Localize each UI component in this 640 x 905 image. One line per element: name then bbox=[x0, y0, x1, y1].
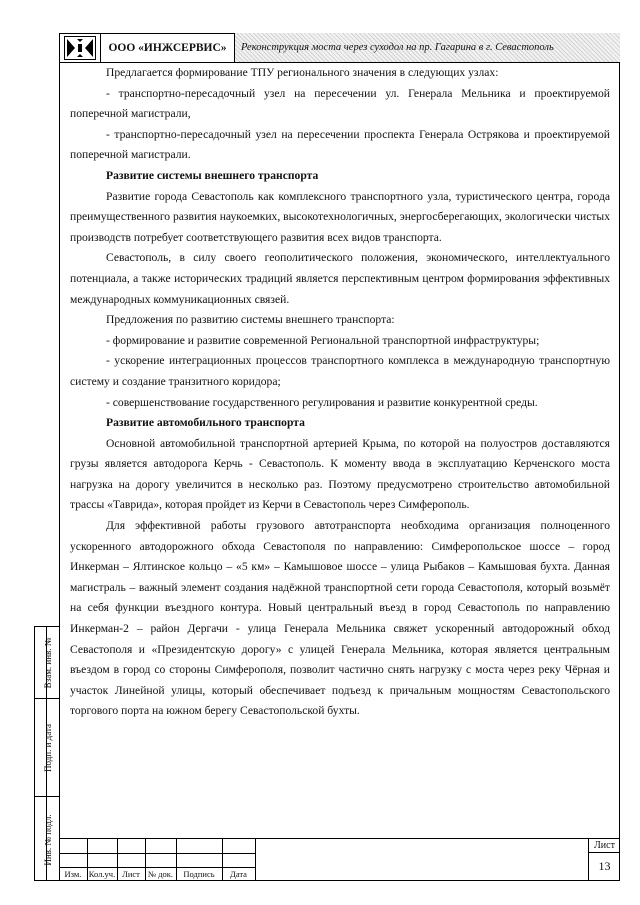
company-name: ООО «ИНЖСЕРВИС» bbox=[101, 33, 235, 62]
body-paragraph: Предлагается формирование ТПУ регионального значения в следующих узлах: bbox=[106, 66, 499, 79]
side-stamp-podp-label: Подп. и дата bbox=[42, 723, 53, 772]
title-block-col-ndok: № док. bbox=[147, 869, 174, 879]
body-paragraph: - ускорение интеграционных процессов транспортного комплекса в международную транспортную систему и создание транзитного коридора; bbox=[70, 354, 610, 388]
body-paragraph: - совершенствование государственного регулирования и развитие конкурентной среды. bbox=[106, 395, 538, 409]
side-stamp-inv bbox=[35, 797, 60, 882]
document-header bbox=[59, 33, 620, 63]
company-logo-icon bbox=[59, 33, 101, 62]
title-block-labels bbox=[59, 867, 255, 881]
title-block-col-podpis: Подпись bbox=[183, 869, 215, 879]
body-paragraph: Для эффективной работы грузового автотранспорта необходима организация полноценного ускоренного автодорожного обхода Севастополя по направлению: Симферопольское шоссе – город Инкерман – Ялтинское кольцо – «5 км» – Камышовое шоссе – улица Рыбаков – Камышовая бухта. Данная магистраль – важный элемент создания надёжной транспортной сети города Севастополя, который возьмёт на себя функции въездного контура. Новый центральный въезд в город Севастополь по направлению Инкерман-2 – район Дергачи - улица Генерала Мельника свяжет ускоренный автодорожный обход Севастополя и «Президентскую дорогу» с улицей Генерала Мельника, которая является центральным въездом в город со стороны Симферополя, позволит частично снять нагрузку с моста через реку Чёрная и участок Линейной улицы, который обеспечивает подъезд к причальным мощностям Севастопольского торгового порта на южном берегу Севастопольской бухты. bbox=[70, 519, 610, 718]
project-title: Реконструкция моста через суходол на пр. Гагарина в г. Севастополь bbox=[235, 33, 620, 62]
section-heading: Развитие автомобильного транспорта bbox=[106, 416, 305, 430]
body-paragraph: Предложения по развитию системы внешнего транспорта: bbox=[106, 313, 395, 327]
body-paragraph: - формирование и развитие современной Региональной транспортной инфраструктуры; bbox=[106, 333, 540, 347]
title-block-col-list: Лист bbox=[122, 869, 140, 879]
sheet-number-box bbox=[588, 839, 620, 881]
title-block-row-line bbox=[59, 853, 255, 854]
title-block-col-data: Дата bbox=[230, 869, 247, 879]
section-heading: Развитие системы внешнего транспорта bbox=[106, 168, 319, 182]
body-paragraph: - транспортно-пересадочный узел на пересечении ул. Генерала Мельника и проектируемой поперечной магистрали, bbox=[70, 86, 610, 121]
side-stamp-inv-label: Инв. № подл. bbox=[42, 813, 53, 866]
title-block-col-koluch: Кол.уч. bbox=[88, 869, 116, 879]
side-stamp bbox=[34, 626, 59, 881]
body-paragraph: - транспортно-пересадочный узел на пересечении проспекта Генерала Острякова и проектируемой поперечной магистрали. bbox=[70, 127, 610, 162]
sheet-number: 13 bbox=[598, 859, 611, 873]
body-paragraph: Основной автомобильной транспортной артерией Крыма, по которой на полуостров доставляются грузы является автодорога Керчь - Севастополь. К моменту ввода в эксплуатацию Керченского моста нагрузка на дорогу увеличится в несколько раз. Поэтому предусмотрено строительство автомобильной трассы «Таврида», которая пройдет из Керчи в Севастополь через Симферополь. bbox=[70, 436, 610, 512]
body-paragraph: Развитие города Севастополь как комплексного транспортного узла, туристического центра, города преимущественного развития наукоемких, высокотехнологичных, энергосберегающих, экологически чистых производств потребует соответствующего развития всех видов транспорта. bbox=[70, 189, 610, 244]
side-stamp-podp bbox=[35, 699, 60, 797]
title-block-divider bbox=[255, 839, 256, 881]
sheet-label: Лист bbox=[589, 839, 620, 853]
side-stamp-vzam bbox=[35, 627, 60, 699]
document-body bbox=[70, 63, 610, 722]
title-block-col-izm: Изм. bbox=[64, 869, 82, 879]
body-paragraph: Севастополь, в силу своего геополитического положения, экономического, интеллектуального потенциала, а также исторических традиций является перспективным центром формирования эффективных международных коммуникационных связей. bbox=[70, 251, 610, 306]
title-block bbox=[59, 838, 620, 881]
side-stamp-vzam-label: Взам. инв. № bbox=[42, 637, 53, 688]
